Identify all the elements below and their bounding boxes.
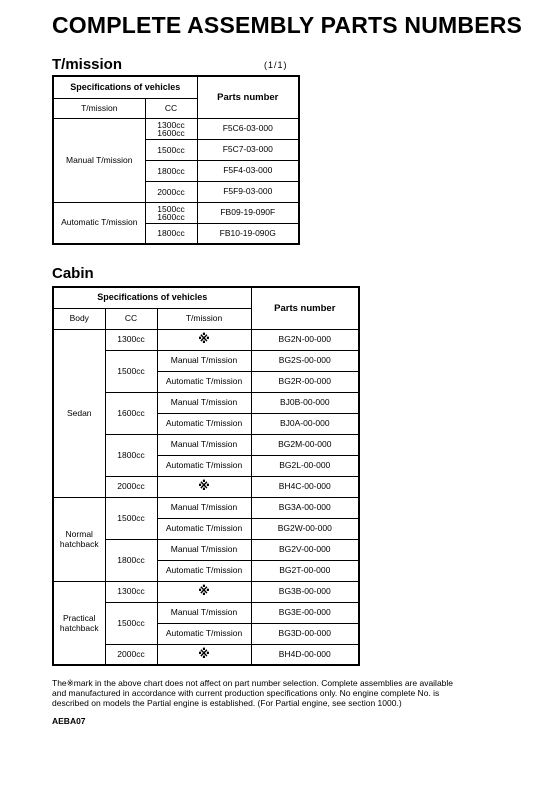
footnote-line: and manufactured in accordance with current production specifications only. No engine complete No. is [52,688,440,698]
part-number: F5F4-03-000 [197,160,299,181]
tmission-type: Manual T/mission [53,118,145,202]
cc-value: 1500cc [145,139,197,160]
part-number: FB09-19-090F [197,202,299,223]
tmission-type: ※ [157,644,251,665]
part-number: BG2R-00-000 [251,371,359,392]
cc-value: 1800cc [105,539,157,581]
table-row [53,202,299,223]
table-row [53,329,359,350]
body-type: Normal hatchback [53,497,105,581]
tmission-type: Automatic T/mission [53,202,145,244]
part-number: BH4D-00-000 [251,644,359,665]
part-number: BG2W-00-000 [251,518,359,539]
cabin-parts-header: Parts number [251,287,359,329]
part-number: BG3E-00-000 [251,602,359,623]
part-number: BJ0A-00-000 [251,413,359,434]
tmission-type: Manual T/mission [157,350,251,371]
page-title: COMPLETE ASSEMBLY PARTS NUMBERS [52,12,523,38]
part-number: BH4C-00-000 [251,476,359,497]
cabin-section-title: Cabin [52,265,94,282]
part-number: BG2N-00-000 [251,329,359,350]
cc-value: 1500cc 1600cc [145,202,197,223]
tmission-type: Manual T/mission [157,602,251,623]
tmission-type: ※ [157,476,251,497]
tmission-type: Automatic T/mission [157,518,251,539]
part-number: BG3A-00-000 [251,497,359,518]
tmission-type: Automatic T/mission [157,413,251,434]
tmission-parts-table [52,75,300,245]
footnote [52,678,522,708]
cc-value: 2000cc [145,181,197,202]
part-number: BG3D-00-000 [251,623,359,644]
body-type: Practical hatchback [53,581,105,665]
cc-value: 1500cc [105,602,157,644]
tm-col-tmission: T/mission [53,98,145,118]
table-row [53,581,359,602]
tmission-type: ※ [157,329,251,350]
part-number: F5C7-03-000 [197,139,299,160]
cc-value: 2000cc [105,476,157,497]
cc-value: 1500cc [105,497,157,539]
cc-value: 1300cc [105,581,157,602]
table-row [53,118,299,139]
cc-value: 1800cc [145,223,197,244]
cc-value: 1800cc [145,160,197,181]
cc-value: 1600cc [105,392,157,434]
cabin-col-cc: CC [105,308,157,329]
footnote-line: described on models the Partial engine is established. (For Partial engine, see section 1000.) [52,698,402,708]
part-number: BG2S-00-000 [251,350,359,371]
cabin-spec-header: Specifications of vehicles [53,287,251,308]
cc-value: 1500cc [105,350,157,392]
cc-value: 2000cc [105,644,157,665]
tmission-type: Manual T/mission [157,539,251,560]
body-type: Sedan [53,329,105,497]
part-number: F5F9-03-000 [197,181,299,202]
tmission-type: Automatic T/mission [157,560,251,581]
cabin-parts-table [52,286,360,666]
tmission-type: Manual T/mission [157,392,251,413]
part-number: BJ0B-00-000 [251,392,359,413]
tm-parts-header: Parts number [197,76,299,118]
tmission-type: Manual T/mission [157,434,251,455]
part-number: F5C6-03-000 [197,118,299,139]
tmission-type: Automatic T/mission [157,371,251,392]
footnote-line: The※mark in the above chart does not affect on part number selection. Complete assemblies are available [52,678,454,688]
part-number: BG2V-00-000 [251,539,359,560]
tm-col-cc: CC [145,98,197,118]
tmission-section-title: T/mission [52,56,123,73]
tmission-type: Automatic T/mission [157,455,251,476]
part-number: BG2L-00-000 [251,455,359,476]
document-code: AEBA07 [52,716,86,726]
page-count: (1/1) [264,60,288,70]
cc-value: 1800cc [105,434,157,476]
tmission-type: Automatic T/mission [157,623,251,644]
cabin-col-body: Body [53,308,105,329]
table-row [53,497,359,518]
tmission-type: ※ [157,581,251,602]
cabin-col-tmission: T/mission [157,308,251,329]
part-number: BG2M-00-000 [251,434,359,455]
part-number: BG3B-00-000 [251,581,359,602]
part-number: BG2T-00-000 [251,560,359,581]
tm-spec-header: Specifications of vehicles [53,76,197,98]
cc-value: 1300cc 1600cc [145,118,197,139]
tmission-type: Manual T/mission [157,497,251,518]
part-number: FB10-19-090G [197,223,299,244]
cc-value: 1300cc [105,329,157,350]
